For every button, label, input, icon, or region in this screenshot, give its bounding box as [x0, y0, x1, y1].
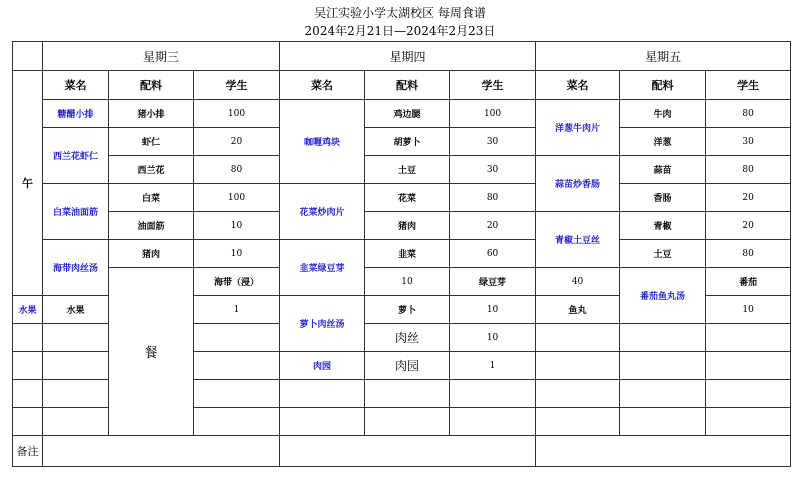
student-qty: 80 — [450, 184, 536, 212]
student-qty: 1 — [450, 352, 536, 380]
day-header-wednesday: 星期三 — [43, 42, 280, 71]
ingredient: 肉园 — [365, 352, 450, 380]
ingredient: 肉丝 — [365, 324, 450, 352]
empty-cell — [706, 324, 791, 352]
student-qty: 60 — [450, 240, 536, 268]
empty-cell — [536, 408, 620, 436]
column-header-dish: 菜名 — [43, 71, 109, 100]
student-qty: 10 — [194, 240, 280, 268]
column-header-student: 学生 — [194, 71, 280, 100]
ingredient: 猪小排 — [109, 100, 194, 128]
empty-cell — [43, 408, 109, 436]
date-range: 2024年2月21日—2024年2月23日 — [304, 24, 496, 38]
empty-cell — [43, 380, 109, 408]
empty-cell — [194, 324, 280, 352]
student-qty: 10 — [706, 296, 791, 324]
column-header-ingredient: 配料 — [365, 71, 450, 100]
dish-name: 番茄鱼丸汤 — [620, 268, 706, 324]
empty-cell — [280, 408, 365, 436]
student-qty: 30 — [450, 128, 536, 156]
student-qty: 10 — [194, 212, 280, 240]
remark-thursday — [280, 436, 536, 467]
dish-name: 水果 — [13, 296, 43, 324]
ingredient: 青椒 — [620, 212, 706, 240]
column-header-ingredient: 配料 — [620, 71, 706, 100]
ingredient: 花菜 — [365, 184, 450, 212]
ingredient: 鸡边腿 — [365, 100, 450, 128]
empty-cell — [13, 324, 43, 352]
student-qty: 20 — [194, 128, 280, 156]
student-qty: 80 — [706, 100, 791, 128]
day-header-friday: 星期五 — [536, 42, 791, 71]
student-qty: 40 — [536, 268, 620, 296]
student-qty: 20 — [706, 184, 791, 212]
column-header-dish: 菜名 — [536, 71, 620, 100]
empty-cell — [13, 380, 43, 408]
student-qty: 10 — [450, 296, 536, 324]
dish-name: 咖喱鸡块 — [280, 100, 365, 184]
remark-label: 备注 — [13, 436, 43, 467]
ingredient: 猪肉 — [365, 212, 450, 240]
remark-wednesday — [43, 436, 280, 467]
dish-name: 青椒土豆丝 — [536, 212, 620, 268]
student-qty: 100 — [450, 100, 536, 128]
student-qty: 80 — [706, 240, 791, 268]
ingredient: 番茄 — [706, 268, 791, 296]
ingredient: 土豆 — [365, 156, 450, 184]
ingredient: 牛肉 — [620, 100, 706, 128]
dish-name: 海带肉丝汤 — [43, 240, 109, 296]
empty-cell — [536, 352, 620, 380]
ingredient: 西兰花 — [109, 156, 194, 184]
ingredient: 胡萝卜 — [365, 128, 450, 156]
empty-cell — [43, 324, 109, 352]
student-qty: 20 — [450, 212, 536, 240]
student-qty: 10 — [450, 324, 536, 352]
empty-cell — [280, 380, 365, 408]
ingredient: 猪肉 — [109, 240, 194, 268]
empty-cell — [194, 352, 280, 380]
ingredient: 海带（浸） — [194, 268, 280, 296]
dish-name: 白菜油面筋 — [43, 184, 109, 240]
empty-cell — [450, 408, 536, 436]
ingredient: 水果 — [43, 296, 109, 324]
student-qty: 30 — [450, 156, 536, 184]
dish-name: 西兰花虾仁 — [43, 128, 109, 184]
column-header-student: 学生 — [706, 71, 791, 100]
ingredient: 韭菜 — [365, 240, 450, 268]
empty-cell — [706, 352, 791, 380]
ingredient: 油面筋 — [109, 212, 194, 240]
dish-name: 洋葱牛肉片 — [536, 100, 620, 156]
empty-cell — [620, 324, 706, 352]
student-qty: 80 — [194, 156, 280, 184]
student-qty: 20 — [706, 212, 791, 240]
student-qty: 100 — [194, 100, 280, 128]
weekly-menu-table — [12, 41, 791, 467]
dish-name: 糖醋小排 — [43, 100, 109, 128]
ingredient: 香肠 — [620, 184, 706, 212]
ingredient: 白菜 — [109, 184, 194, 212]
column-header-dish: 菜名 — [280, 71, 365, 100]
empty-cell — [194, 380, 280, 408]
empty-cell — [13, 352, 43, 380]
student-qty: 1 — [194, 296, 280, 324]
empty-cell — [620, 380, 706, 408]
dish-name: 韭菜绿豆芽 — [280, 240, 365, 296]
empty-cell — [43, 352, 109, 380]
empty-cell — [620, 352, 706, 380]
column-header-student: 学生 — [450, 71, 536, 100]
dish-name: 萝卜肉丝汤 — [280, 296, 365, 352]
empty-cell — [365, 380, 450, 408]
empty-cell — [620, 408, 706, 436]
ingredient: 鱼丸 — [536, 296, 620, 324]
dish-name: 肉园 — [280, 352, 365, 380]
ingredient: 洋葱 — [620, 128, 706, 156]
empty-cell — [706, 408, 791, 436]
dish-name: 花菜炒肉片 — [280, 184, 365, 240]
meal-label-lunch-top: 午 — [13, 71, 43, 296]
corner-cell — [13, 42, 43, 71]
ingredient: 蒜苗 — [620, 156, 706, 184]
remark-friday — [536, 436, 791, 467]
empty-cell — [536, 324, 620, 352]
ingredient: 虾仁 — [109, 128, 194, 156]
empty-cell — [536, 380, 620, 408]
dish-name: 蒜苗炒香肠 — [536, 156, 620, 212]
day-header-thursday: 星期四 — [280, 42, 536, 71]
student-qty: 10 — [365, 268, 450, 296]
column-header-ingredient: 配料 — [109, 71, 194, 100]
empty-cell — [194, 408, 280, 436]
student-qty: 80 — [706, 156, 791, 184]
empty-cell — [450, 380, 536, 408]
empty-cell — [365, 408, 450, 436]
ingredient: 萝卜 — [365, 296, 450, 324]
meal-label-lunch-bottom: 餐 — [109, 268, 194, 436]
menu-title: 吴江实验小学太湖校区 每周食谱 — [314, 6, 486, 20]
ingredient: 绿豆芽 — [450, 268, 536, 296]
ingredient: 土豆 — [620, 240, 706, 268]
student-qty: 100 — [194, 184, 280, 212]
student-qty: 30 — [706, 128, 791, 156]
empty-cell — [13, 408, 43, 436]
empty-cell — [706, 380, 791, 408]
